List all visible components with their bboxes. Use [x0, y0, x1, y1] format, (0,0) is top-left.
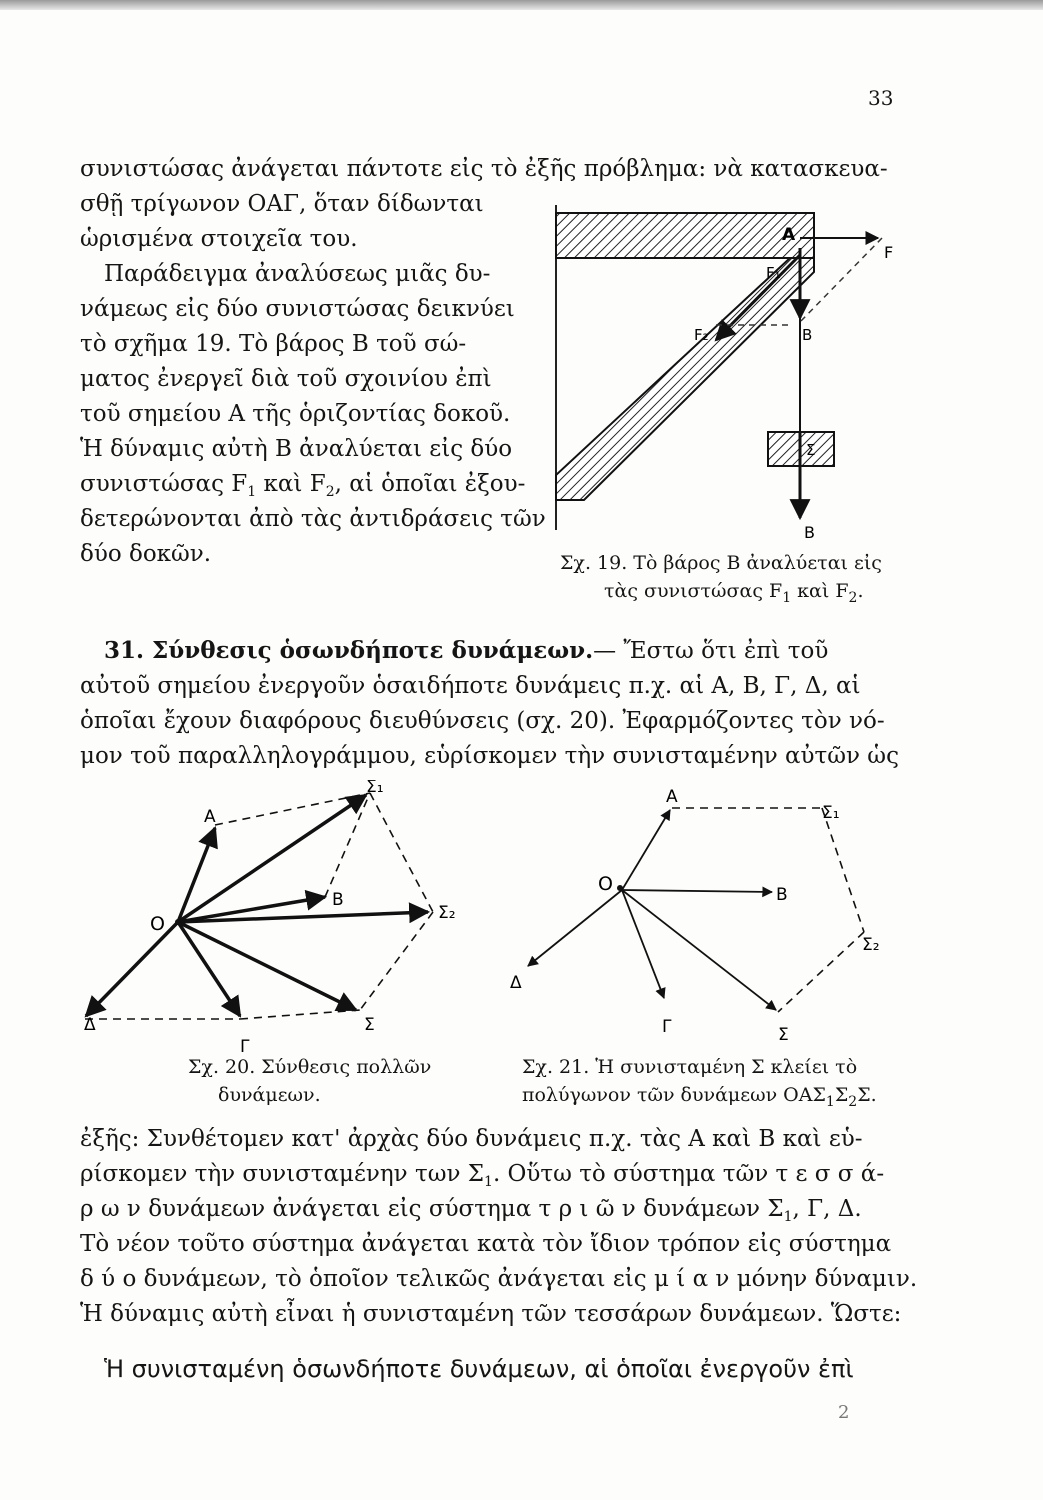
page-number: 33	[868, 86, 894, 110]
label-b: B	[776, 885, 788, 905]
label-s2: Σ₂	[862, 935, 880, 955]
label-f1: F₁	[766, 264, 781, 282]
horizontal-beam	[556, 213, 814, 258]
signature-mark: 2	[838, 1402, 850, 1423]
text-line: δύο δοκῶν.	[80, 541, 212, 567]
text-line: σθῇ τρίγωνον ΟΑΓ, ὅταν δίδωνται	[80, 191, 484, 217]
label-o: O	[150, 913, 165, 935]
vector-s	[178, 922, 356, 1010]
figure-19	[550, 200, 910, 560]
vector-b	[622, 890, 772, 892]
page-top-edge	[0, 0, 1043, 10]
text-line: ρίσκομεν τὴν συνισταμένην των $\Sigma_1$. Οὕτω τὸ σύστημα τῶν τ ε σ σ ά-	[80, 1161, 885, 1190]
text-line: ρ ω ν δυνάμεων ἀνάγεται εἰς σύστημα τ ρ ι ῶ ν δυνάμεων $\Sigma_1$, Γ, Δ.	[80, 1196, 862, 1225]
text-line: Παράδειγμα ἀναλύσεως μιᾶς δυ-	[104, 261, 491, 287]
fig20-caption-line2: δυνάμεων.	[218, 1084, 321, 1106]
text-line: ματος ἐνεργεῖ διὰ τοῦ σχοινίου ἐπὶ	[80, 366, 492, 392]
vector-a	[622, 810, 670, 890]
text-line: μον τοῦ παραλληλογράμμου, εὑρίσκομεν τὴν συνισταμένην αὐτῶν ὡς	[80, 743, 899, 769]
label-g: Γ	[240, 1037, 250, 1057]
label-a: A	[204, 807, 216, 827]
section-heading-line: 31. Σύνθεσις ὁσωνδήποτε δυνάμεων.— Ἔστω ὅτι ἐπὶ τοῦ	[104, 637, 829, 664]
text-line: ὡρισμένα στοιχεῖα του.	[80, 226, 358, 252]
label-b: B	[332, 890, 344, 910]
text-line: Ἡ δύναμις αὐτὴ Β ἀναλύεται εἰς δύο	[80, 436, 513, 462]
label-o: O	[598, 873, 613, 895]
text-line: τοῦ σημείου Α τῆς ὁριζοντίας δοκοῦ.	[80, 401, 511, 427]
fig21-caption-line1: Σχ. 21. Ἡ συνισταμένη Σ κλείει τὸ	[522, 1056, 858, 1078]
vector-d	[528, 890, 622, 966]
fig19-caption-line1: Σχ. 19. Τὸ βάρος Β ἀναλύεται εἰς	[560, 552, 882, 574]
fig21-caption-line2: πολύγωνον τῶν δυνάμεων $OA\Sigma_1\Sigma_2\Sigma$.	[522, 1084, 877, 1110]
label-b-lower: B	[804, 523, 815, 542]
vector-d	[86, 922, 178, 1016]
text-line: δετερώνονται ἀπὸ τὰς ἀντιδράσεις τῶν	[80, 506, 546, 532]
label-s: Σ	[364, 1015, 375, 1035]
label-f: F	[884, 243, 894, 262]
label-s1: Σ₁	[366, 780, 384, 797]
text-line: νάμεως εἰς δύο συνιστώσας δεικνύει	[80, 296, 515, 322]
figure-21	[500, 780, 920, 1060]
text-line: ἐξῆς: Συνθέτομεν κατ' ἀρχὰς δύο δυνάμεις π.χ. τὰς Α καὶ Β καὶ εὑ-	[80, 1126, 863, 1152]
text-line: Τὸ νέον τοῦτο σύστημα ἀνάγεται κατὰ τὸν ἴδιον τρόπον εἰς σύστημα	[80, 1231, 892, 1257]
label-sigma: Σ	[806, 441, 816, 459]
label-a: A	[666, 787, 678, 807]
fig19-caption-line2: τὰς συνιστώσας $F_1$ καὶ $F_2$.	[604, 580, 864, 606]
section-title: 31. Σύνθεσις ὁσωνδήποτε δυνάμεων.	[104, 637, 594, 664]
theorem-line: Ἡ συνισταμένη ὁσωνδήποτε δυνάμεων, αἱ ὁποῖαι ἐνεργοῦν ἐπὶ	[104, 1355, 854, 1383]
text-line: δ ύ ο δυνάμεων, τὸ ὁποῖον τελικῶς ἀνάγεται εἰς μ ί α ν μόνην δύναμιν.	[80, 1266, 918, 1292]
label-g: Γ	[662, 1017, 672, 1037]
fig20-caption-line1: Σχ. 20. Σύνθεσις πολλῶν	[188, 1056, 432, 1078]
text-line: Ἡ δύναμις αὐτὴ εἶναι ἡ συνισταμένη τῶν τεσσάρων δυνάμεων. Ὥστε:	[80, 1301, 902, 1327]
label-s: Σ	[778, 1025, 789, 1045]
text-line: τὸ σχῆμα 19. Τὸ βάρος Β τοῦ σώ-	[80, 331, 467, 357]
label-a: A	[782, 225, 796, 245]
text-line: συνιστώσας ἀνάγεται πάντοτε εἰς τὸ ἐξῆς πρόβλημα: νὰ κατασκευα-	[80, 156, 888, 182]
figure-20	[80, 780, 500, 1060]
label-d: Δ	[84, 1015, 96, 1035]
label-s2: Σ₂	[438, 903, 456, 923]
label-f2: F₂	[694, 326, 709, 344]
text-line: ὁποῖαι ἔχουν διαφόρους διευθύνσεις (σχ. 20). Ἐφαρμόζοντες τὸν νό-	[80, 708, 885, 734]
label-d: Δ	[510, 973, 522, 993]
label-b-upper: B	[802, 326, 813, 344]
label-s1: Σ₁	[822, 803, 840, 823]
text-line: αὐτοῦ σημείου ἐνεργοῦν ὁσαιδήποτε δυνάμεις π.χ. αἱ Α, Β, Γ, Δ, αἱ	[80, 673, 861, 699]
text-line: συνιστώσας $F_1$ καὶ $F_2$, αἱ ὁποῖαι ἐξου-	[80, 471, 526, 500]
